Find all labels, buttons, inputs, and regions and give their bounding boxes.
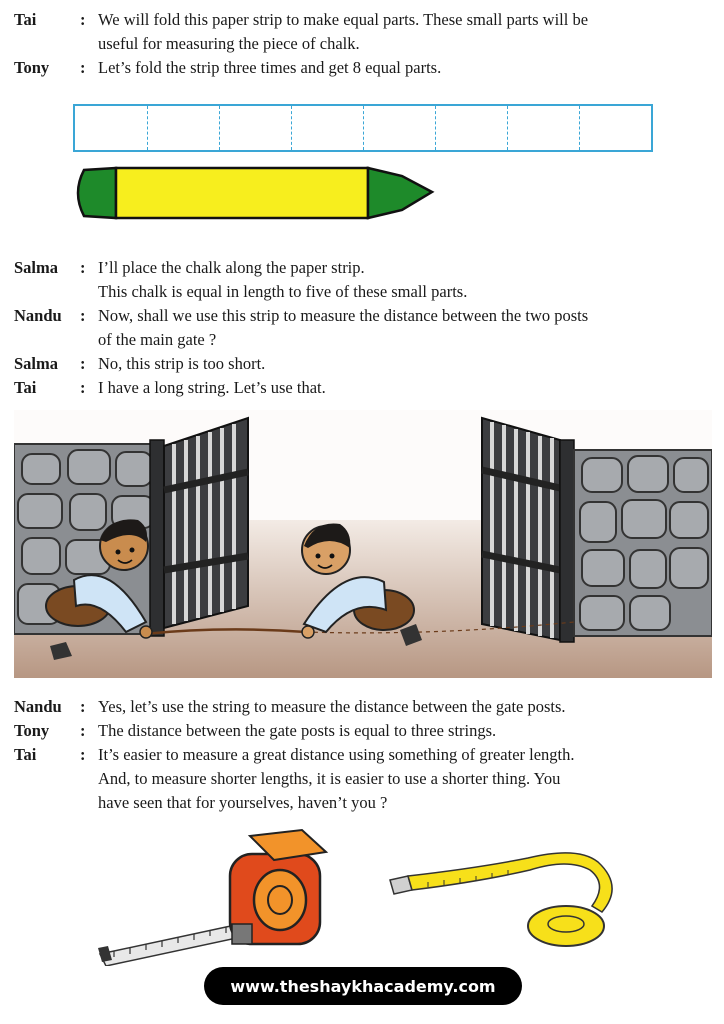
speech-text: No, this strip is too short. (98, 354, 266, 373)
dialogue-line (14, 695, 714, 719)
website-footer-badge: www.theshaykhacademy.com (204, 967, 522, 1005)
dialogue-line (14, 304, 714, 352)
speaker-name: Nandu (14, 697, 62, 716)
speaker-name: Nandu (14, 306, 62, 325)
speaker-name: Tony (14, 58, 50, 77)
dialogue-line (14, 8, 714, 56)
speech-text: We will fold this paper strip to make equal parts. These small parts will be useful for measuring the piece of chalk. (98, 10, 589, 53)
chalk-illustration (70, 162, 440, 224)
dialogue-block-2 (14, 256, 714, 400)
dialogue-line (14, 719, 714, 743)
speaker-name: Tai (14, 745, 37, 764)
gate-scene-illustration (14, 410, 712, 678)
speaker-name: Tai (14, 378, 37, 397)
speaker-name: Tai (14, 10, 37, 29)
colon: : (80, 58, 86, 77)
speaker-name: Salma (14, 258, 59, 277)
colon: : (80, 306, 86, 325)
speaker-name: Tony (14, 721, 50, 740)
fold-line (507, 106, 508, 150)
colon: : (80, 721, 86, 740)
colon: : (80, 10, 86, 29)
dialogue-line (14, 56, 714, 80)
colon: : (80, 745, 86, 764)
right-stone-wall (574, 450, 712, 636)
dialogue-line (14, 376, 714, 400)
fold-line (363, 106, 364, 150)
colon: : (80, 378, 86, 397)
dialogue-block-1 (14, 8, 714, 80)
colon: : (80, 697, 86, 716)
dialogue-block-3 (14, 695, 714, 815)
dialogue-line (14, 256, 714, 304)
speech-text: Yes, let’s use the string to measure the distance between the gate posts. (98, 697, 566, 716)
speech-text: Now, shall we use this strip to measure the distance between the two posts of the main gate ? (98, 306, 589, 349)
fold-line (291, 106, 292, 150)
tape-measure-illustration (90, 826, 340, 966)
fold-line (579, 106, 580, 150)
paper-strip (73, 104, 653, 152)
speaker-name: Salma (14, 354, 59, 373)
speech-text: Let’s fold the strip three times and get 8 equal parts. (98, 58, 442, 77)
fold-line (147, 106, 148, 150)
dialogue-line (14, 743, 714, 815)
speech-text: I have a long string. Let’s use that. (98, 378, 326, 397)
speech-text: I’ll place the chalk along the paper strip. This chalk is equal in length to five of these small parts. (98, 258, 468, 301)
left-gate (150, 418, 248, 636)
right-gate (482, 418, 574, 642)
dialogue-line (14, 352, 714, 376)
colon: : (80, 258, 86, 277)
tailor-tape-illustration (388, 840, 628, 950)
speech-text: The distance between the gate posts is equal to three strings. (98, 721, 497, 740)
fold-line (435, 106, 436, 150)
fold-line (219, 106, 220, 150)
speech-text: It’s easier to measure a great distance using something of greater length. And, to measure shorter lengths, it is easier to use a shorter thing. You have seen that for yourselves, haven’t you ? (98, 745, 575, 812)
colon: : (80, 354, 86, 373)
